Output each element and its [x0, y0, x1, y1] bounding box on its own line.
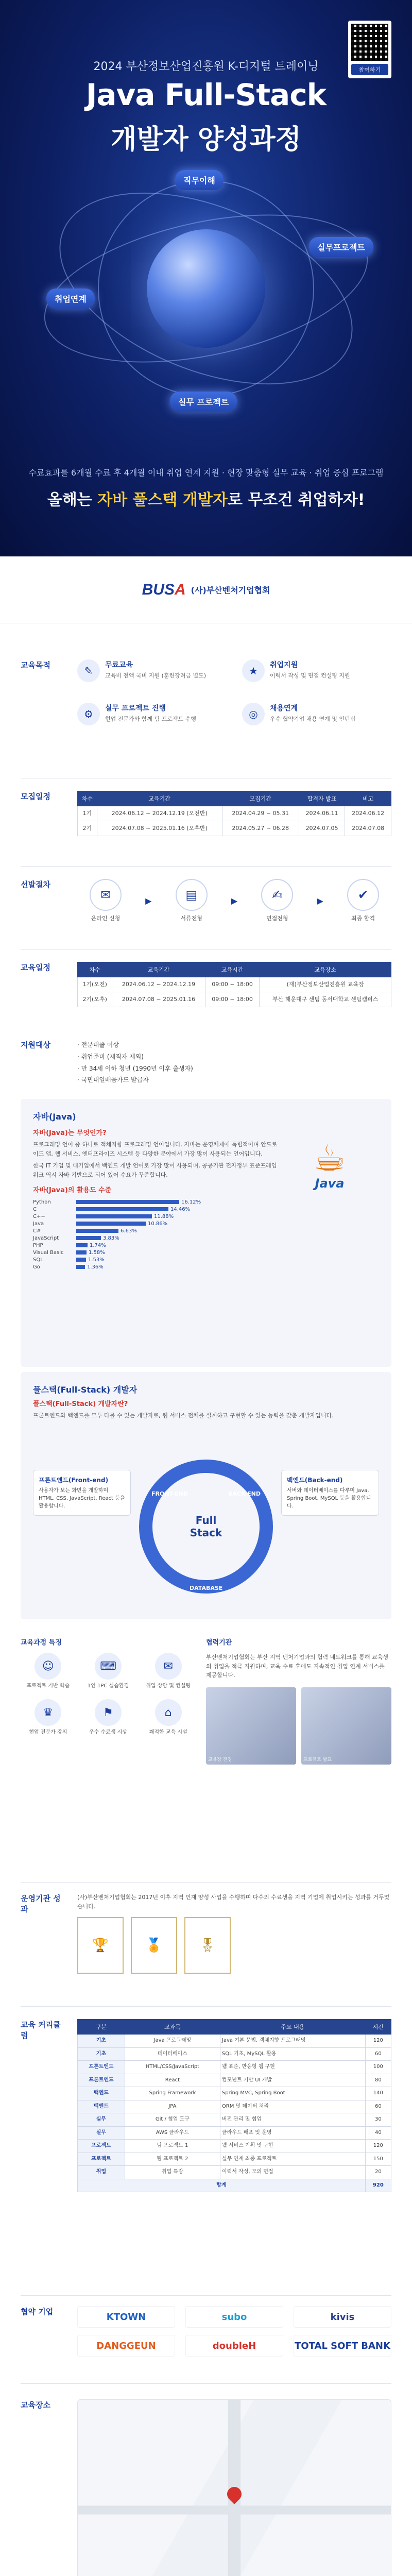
rank-bar	[76, 1214, 152, 1218]
table-cell: 취업	[78, 2166, 125, 2179]
table-header: 합격자 발표	[299, 791, 345, 806]
table-row	[78, 2113, 391, 2127]
table-cell: 컴포넌트 기반 UI 개발	[220, 2074, 365, 2087]
table-row	[78, 821, 391, 836]
table-cell: AWS 클라우드	[125, 2126, 220, 2140]
table-row	[78, 977, 391, 992]
goal-desc: 교육비 전액 국비 지원 (훈련장려금 별도)	[105, 672, 207, 679]
table-cell: 프로젝트	[78, 2153, 125, 2166]
rank-value: 3.83%	[103, 1235, 119, 1241]
rank-value: 6.63%	[121, 1228, 137, 1234]
target-icon: ◎	[242, 703, 265, 725]
table-cell: 실무 연계 최종 프로젝트	[220, 2153, 365, 2166]
table-cell: 프로젝트	[78, 2140, 125, 2153]
feature-cell	[141, 1699, 196, 1736]
total-label: 합계	[78, 2179, 366, 2192]
presentation-photo	[301, 1687, 391, 1765]
section-label: 협약 기업	[21, 2307, 54, 2316]
table-cell: Java 프로그래밍	[125, 2035, 220, 2048]
feature-label: 프로젝트 기반 학습	[26, 1683, 70, 1689]
features-left	[21, 1637, 196, 1870]
partners-section	[0, 2296, 412, 2383]
arrow-right-icon: ▶	[317, 895, 323, 906]
table-cell: 60	[365, 2047, 391, 2061]
table-header: 차수	[78, 962, 112, 977]
keyboard-icon: ⌨	[95, 1653, 122, 1680]
goal-title: 무료교육	[105, 661, 133, 669]
table-cell: 30	[365, 2113, 391, 2127]
location-map[interactable]	[77, 2399, 391, 2576]
interview-icon: ✍	[261, 879, 293, 911]
fullstack-center-label	[190, 1514, 222, 1539]
hero-cta-suffix: 로 무조건 취업하자!	[227, 491, 365, 509]
feature-cell	[81, 1653, 136, 1690]
rank-value: 1.58%	[89, 1249, 105, 1256]
table-cell: 80	[365, 2074, 391, 2087]
rank-row	[33, 1220, 203, 1227]
rank-bar	[76, 1258, 86, 1262]
table-cell: JPA	[125, 2100, 220, 2113]
back-end-box-desc: 서버와 데이터베이스를 다루며 Java, Spring Boot, MySQL 등을 활용합니다.	[287, 1488, 371, 1509]
partner-grid	[77, 2306, 391, 2357]
front-end-box-title: 프론트엔드(Front-end)	[39, 1477, 109, 1484]
hero-tag: 취업연계	[46, 289, 95, 309]
table-cell: 2024.05.27 ~ 06.28	[222, 821, 299, 836]
table-cell: 09:00 ~ 18:00	[205, 977, 260, 992]
info-table-wrap	[77, 962, 391, 1007]
table-cell: 150	[365, 2153, 391, 2166]
center-line2: Stack	[190, 1527, 222, 1539]
table-row	[78, 2140, 391, 2153]
trophy-icon: 🏆	[77, 1917, 124, 1974]
table-header: 교육장소	[260, 962, 391, 977]
back-end-box-title: 백엔드(Back-end)	[287, 1477, 343, 1484]
section-label: 선발절차	[21, 880, 50, 889]
table-cell: 프론트엔드	[78, 2074, 125, 2087]
hero-cta-highlight: 자바 풀스택 개발자	[97, 491, 228, 509]
back-end-label: BACK-END	[228, 1490, 261, 1497]
curriculum-body	[78, 2035, 391, 2179]
table-cell: 20	[365, 2166, 391, 2179]
java-heading: 자바(Java)	[33, 1112, 76, 1122]
table-cell: 취업 특강	[125, 2166, 220, 2179]
partner-logo: subo	[185, 2306, 283, 2328]
process-step	[249, 879, 305, 922]
table-cell: 2024.06.12	[345, 806, 391, 821]
java-paragraph: 프로그래밍 언어 중 하나로 객체지향 프로그래밍 언어입니다. 자바는 운영체제에 독립적이며 안드로이드 앱, 웹 서비스, 엔터프라이즈 시스템 등 다양한 분야에서 가장 많이 사용되는 언어입니다.	[33, 1141, 278, 1157]
rank-row	[33, 1263, 203, 1270]
table-cell: 실무	[78, 2113, 125, 2127]
section-label: 모집일정	[21, 792, 50, 801]
front-end-box-desc: 사용자가 보는 화면을 개발하며 HTML, CSS, JavaScript, React 등을 활용합니다.	[39, 1488, 125, 1509]
fullstack-heading: 풀스택(Full-Stack) 개발자	[33, 1385, 138, 1395]
goal-section	[0, 623, 412, 778]
map-section	[0, 2384, 412, 2576]
feature-label: 우수 수료생 시상	[89, 1730, 127, 1735]
schedule-table-wrap	[77, 791, 391, 836]
table-cell: 40	[365, 2126, 391, 2140]
busa-logo	[142, 581, 186, 599]
table-cell: 2024.07.08 ~ 2025.01.16 (오후반)	[97, 821, 222, 836]
table-cell: 백엔드	[78, 2087, 125, 2100]
table-cell: Git / 협업 도구	[125, 2113, 220, 2127]
check-icon: ✔	[347, 879, 379, 911]
target-section	[0, 1027, 412, 1094]
photo-caption: 교육장 전경	[208, 1757, 232, 1762]
table-cell: 팀 프로젝트 1	[125, 2140, 220, 2153]
rank-bar	[76, 1222, 146, 1226]
table-cell: Spring Framework	[125, 2087, 220, 2100]
schedule-section	[0, 778, 412, 866]
table-cell: 2기(오후)	[78, 992, 112, 1007]
table-cell: Spring MVC, Spring Boot	[220, 2087, 365, 2100]
table-header: 교육시간	[205, 962, 260, 977]
front-end-box	[33, 1470, 131, 1516]
document-icon: ▤	[176, 879, 208, 911]
features-right-heading: 협력기관	[206, 1639, 232, 1647]
goal-item	[242, 703, 391, 725]
table-cell: 1기(오전)	[78, 977, 112, 992]
table-cell: 기초	[78, 2035, 125, 2048]
goal-grid	[77, 659, 391, 725]
table-cell: HTML/CSS/JavaScript	[125, 2061, 220, 2074]
goal-desc: 우수 협약기업 채용 연계 및 인턴십	[270, 716, 356, 722]
award-row	[77, 1917, 391, 1974]
rank-language-name: Visual Basic	[33, 1249, 64, 1256]
table-row	[78, 2153, 391, 2166]
table-cell: 2024.06.11	[299, 806, 345, 821]
hero-tag: 실무 프로젝트	[170, 392, 237, 412]
step-label: 서류전형	[180, 915, 202, 922]
rank-row	[33, 1234, 203, 1242]
logo-mark-red: A	[174, 581, 186, 598]
partner-logo: KTOWN	[77, 2306, 175, 2328]
org-name: (사)부산벤처기업협회	[191, 585, 270, 595]
hero-apply-button[interactable]: 참여하기	[351, 64, 388, 75]
schedule-table	[77, 791, 391, 836]
feature-label: 1인 1PC 실습환경	[87, 1683, 129, 1689]
java-paragraph: 한국 IT 기업 및 대기업에서 백엔드 개발 언어로 가장 많이 사용되며, 공공기관 전자정부 표준프레임워크 역시 자바 기반으로 되어 있어 수요가 꾸준합니다.	[33, 1162, 277, 1178]
envelope-icon: ✉	[155, 1653, 182, 1680]
feature-label: 쾌적한 교육 시설	[149, 1730, 187, 1735]
table-cell: 100	[365, 2061, 391, 2074]
fullstack-diagram	[139, 1460, 273, 1594]
goal-desc: 현업 전문가와 함께 팀 프로젝트 수행	[105, 716, 196, 722]
table-cell: 버전 관리 및 협업	[220, 2113, 365, 2127]
front-end-label: FRONT-END	[151, 1490, 188, 1497]
table-cell: 데이터베이스	[125, 2047, 220, 2061]
flag-icon: ⚑	[95, 1699, 122, 1726]
map-pin-icon	[224, 2484, 245, 2504]
rank-value: 1.53%	[88, 1257, 105, 1263]
gear-icon: ⚙	[77, 703, 100, 725]
curriculum-table	[77, 2019, 391, 2192]
rank-bar	[76, 1229, 118, 1233]
goal-desc: 이력서 작성 및 면접 컨설팅 지원	[270, 672, 350, 679]
outcome-paragraph: (사)부산벤처기업협회는 2017년 이후 지역 인재 양성 사업을 수행하며 다수의 수료생을 지역 기업에 취업시키는 성과를 거두었습니다.	[77, 1894, 390, 1910]
arrow-right-icon: ▶	[145, 895, 152, 906]
rank-language-name: C	[33, 1206, 37, 1212]
rank-language-name: C#	[33, 1228, 41, 1234]
table-header: 교육기간	[112, 962, 205, 977]
goal-title: 취업지원	[270, 661, 298, 669]
hero-tag: 직무이해	[175, 170, 224, 190]
outcome-section	[0, 1883, 412, 2006]
table-header: 시간	[365, 2020, 391, 2035]
table-cell: 2024.07.05	[299, 821, 345, 836]
table-header: 모집기간	[222, 791, 299, 806]
table-row	[78, 992, 391, 1007]
table-cell: 2024.06.12 ~ 2024.12.19 (오전반)	[97, 806, 222, 821]
table-row	[78, 2166, 391, 2179]
table-row	[78, 2087, 391, 2100]
coffee-cup-icon: ☕	[313, 1137, 346, 1179]
rank-value: 1.36%	[87, 1264, 104, 1270]
table-header: 비고	[345, 791, 391, 806]
outcome-body	[77, 1893, 391, 1974]
info-section	[0, 950, 412, 1027]
section-label: 운영기관 성과	[21, 1894, 61, 1914]
feature-cell	[21, 1699, 76, 1736]
table-cell: 120	[365, 2140, 391, 2153]
table-cell: (재)부산정보산업진흥원 교육장	[260, 977, 391, 992]
envelope-icon: ✉	[90, 879, 122, 911]
rank-language-name: PHP	[33, 1242, 43, 1248]
table-cell: 2024.06.12 ~ 2024.12.19	[112, 977, 205, 992]
partner-logo: doubleH	[185, 2335, 283, 2357]
features-right	[206, 1637, 391, 1870]
features-grid	[21, 1653, 196, 1736]
step-label: 면접전형	[266, 915, 288, 922]
rank-language-name: Python	[33, 1199, 51, 1205]
center-line1: Full	[195, 1514, 217, 1527]
table-header: 교육기간	[97, 791, 222, 806]
table-header: 교과목	[125, 2020, 220, 2035]
crown-icon: ♛	[35, 1699, 61, 1726]
process-steps	[77, 879, 391, 922]
fullstack-subheading: 풀스택(Full-Stack) 개발자란?	[33, 1400, 128, 1408]
table-row	[78, 2047, 391, 2061]
process-step	[163, 879, 220, 922]
hero-cta	[0, 487, 412, 510]
table-row	[78, 2126, 391, 2140]
goal-item	[77, 703, 227, 725]
rank-value: 16.12%	[181, 1199, 201, 1205]
table-row	[78, 2074, 391, 2087]
table-cell: 60	[365, 2100, 391, 2113]
table-cell: 실무	[78, 2126, 125, 2140]
table-header: 주요 내용	[220, 2020, 365, 2035]
process-section	[0, 867, 412, 949]
qr-code-icon	[351, 24, 388, 61]
smile-icon: ☺	[35, 1653, 61, 1680]
rank-row	[33, 1198, 203, 1206]
hero-title-line2: 개발자 양성과정	[111, 124, 301, 155]
table-cell: ORM 및 데이터 처리	[220, 2100, 365, 2113]
goal-title: 실무 프로젝트 진행	[105, 704, 166, 713]
hero-eyebrow: 2024 부산정보산업진흥원 K-디지털 트레이닝	[93, 60, 319, 73]
process-step	[335, 879, 391, 922]
goal-item	[242, 659, 391, 682]
hero-banner	[0, 0, 412, 556]
table-header: 차수	[78, 791, 97, 806]
table-cell: 120	[365, 2035, 391, 2048]
total-value: 920	[365, 2179, 391, 2192]
table-cell: 2024.07.08 ~ 2025.01.16	[112, 992, 205, 1007]
table-cell: 09:00 ~ 18:00	[205, 992, 260, 1007]
list-item: · 만 34세 이하 청년 (1990년 이후 출생자)	[77, 1064, 193, 1072]
hero-tag: 실무프로젝트	[309, 237, 373, 257]
table-cell: 2024.04.29 ~ 05.31	[222, 806, 299, 821]
table-header: 구분	[78, 2020, 125, 2035]
java-section	[21, 1099, 391, 1367]
table-cell: 백엔드	[78, 2100, 125, 2113]
rank-value: 14.46%	[170, 1206, 191, 1212]
table-cell: 클라우드 배포 및 운영	[220, 2126, 365, 2140]
hero-desc: 수료효과를 6개월 수료 후 4개월 이내 취업 연계 지원 · 현장 맞춤형 실무 교육 · 취업 중심 프로그램	[28, 468, 384, 478]
planet-graphic	[147, 229, 265, 348]
list-item: · 전문대졸 이상	[77, 1041, 119, 1048]
logo-mark-blue: BUS	[142, 581, 175, 598]
rank-language-name: C++	[33, 1213, 45, 1219]
table-cell: 프론트엔드	[78, 2061, 125, 2074]
feature-cell	[81, 1699, 136, 1736]
table-row	[78, 2100, 391, 2113]
step-label: 온라인 신청	[91, 915, 121, 922]
table-cell: 웹 서비스 기획 및 구현	[220, 2140, 365, 2153]
rank-row	[33, 1227, 203, 1234]
rank-value: 11.88%	[154, 1213, 174, 1219]
table-cell: 이력서 작성, 모의 면접	[220, 2166, 365, 2179]
rank-bar	[76, 1236, 101, 1240]
rank-bar	[76, 1243, 88, 1247]
photo-row	[206, 1687, 391, 1765]
java-logo	[299, 1137, 360, 1191]
pencil-icon: ✎	[77, 659, 100, 682]
info-table	[77, 962, 391, 1007]
list-item: · 취업준비 (재직자 제외)	[77, 1053, 144, 1060]
rank-bar	[76, 1250, 87, 1255]
table-cell: 2024.07.08	[345, 821, 391, 836]
badge-icon: 🎖	[184, 1917, 231, 1974]
rank-language-name: Java	[33, 1221, 44, 1227]
table-cell: 부산 해운대구 센텀 동서대학교 센텀캠퍼스	[260, 992, 391, 1007]
rank-language-name: Go	[33, 1264, 40, 1270]
rank-row	[33, 1256, 203, 1263]
total-row	[78, 2179, 391, 2192]
table-cell: Java 기본 문법, 객체지향 프로그래밍	[220, 2035, 365, 2048]
table-cell: SQL 기초, MySQL 활용	[220, 2047, 365, 2061]
list-item: · 국민내일배움카드 발급자	[77, 1076, 149, 1084]
rank-row	[33, 1242, 203, 1249]
rank-row	[33, 1206, 203, 1213]
fullstack-paragraph: 프론트엔드와 백엔드를 모두 다룰 수 있는 개발자로, 웹 서비스 전체를 설계하고 구현할 수 있는 능력을 갖춘 개발자입니다.	[33, 1412, 334, 1419]
table-cell: 2기	[78, 821, 97, 836]
table-cell: React	[125, 2074, 220, 2087]
table-cell: 웹 표준, 반응형 웹 구현	[220, 2061, 365, 2074]
rank-value: 1.74%	[90, 1242, 106, 1248]
star-icon: ★	[242, 659, 265, 682]
curriculum-section	[0, 2007, 412, 2295]
rank-bar	[76, 1200, 179, 1204]
medal-icon: 🏅	[131, 1917, 177, 1974]
table-row	[78, 2061, 391, 2074]
java-rank-title: 자바(Java)의 활용도 수준	[33, 1187, 112, 1195]
curriculum-table-wrap	[77, 2019, 391, 2192]
rank-language-name: JavaScript	[33, 1235, 59, 1241]
process-step	[77, 879, 134, 922]
rank-value: 10.86%	[148, 1221, 168, 1227]
rank-bar	[76, 1265, 85, 1269]
rank-row	[33, 1249, 203, 1256]
fullstack-section	[21, 1372, 391, 1619]
org-logo-bar	[0, 556, 412, 623]
language-rank-chart	[33, 1198, 203, 1270]
goal-title: 채용연계	[270, 704, 298, 713]
target-list	[77, 1039, 391, 1086]
step-label: 최종 합격	[351, 915, 375, 922]
java-subheading: 자바(Java)는 무엇인가?	[33, 1129, 107, 1137]
section-label: 교육 커리큘럼	[21, 2020, 61, 2040]
arrow-right-icon: ▶	[231, 895, 238, 906]
rank-bar	[76, 1207, 168, 1211]
house-icon: ⌂	[155, 1699, 182, 1726]
feature-cell	[21, 1653, 76, 1690]
java-logo-word: Java	[315, 1176, 345, 1191]
table-cell: 140	[365, 2087, 391, 2100]
partner-logo: kivis	[294, 2306, 391, 2328]
section-label: 교육일정	[21, 963, 50, 972]
feature-label: 취업 상담 및 컨설팅	[146, 1683, 191, 1689]
rank-row	[33, 1213, 203, 1220]
feature-cell	[141, 1653, 196, 1690]
table-cell: 1기	[78, 806, 97, 821]
features-section	[0, 1624, 412, 1882]
table-row	[78, 2035, 391, 2048]
hero-title-line1: Java Full-Stack	[85, 77, 327, 112]
goal-item	[77, 659, 227, 682]
features-right-paragraph: 부산벤처기업협회는 부산 지역 벤처기업과의 협력 네트워크를 통해 교육생의 취업을 적극 지원하며, 교육 수료 후에도 지속적인 취업 연계 서비스를 제공합니다.	[206, 1654, 388, 1679]
partner-logo: DANGGEUN	[77, 2335, 175, 2357]
features-heading: 교육과정 특징	[21, 1639, 62, 1647]
back-end-box	[281, 1470, 379, 1516]
photo-caption: 프로젝트 발표	[303, 1757, 332, 1762]
database-label: DATABASE	[190, 1585, 223, 1591]
section-label: 교육목적	[21, 660, 50, 670]
classroom-photo	[206, 1687, 296, 1765]
rank-language-name: SQL	[33, 1257, 43, 1263]
section-label: 지원대상	[21, 1040, 50, 1049]
table-cell: 팀 프로젝트 2	[125, 2153, 220, 2166]
hero-cta-prefix: 올해는	[47, 491, 98, 509]
table-row	[78, 806, 391, 821]
table-cell: 기초	[78, 2047, 125, 2061]
partner-logo: TOTAL SOFT BANK	[294, 2335, 391, 2357]
feature-label: 현업 전문가 강의	[29, 1730, 67, 1735]
section-label: 교육장소	[21, 2400, 50, 2410]
